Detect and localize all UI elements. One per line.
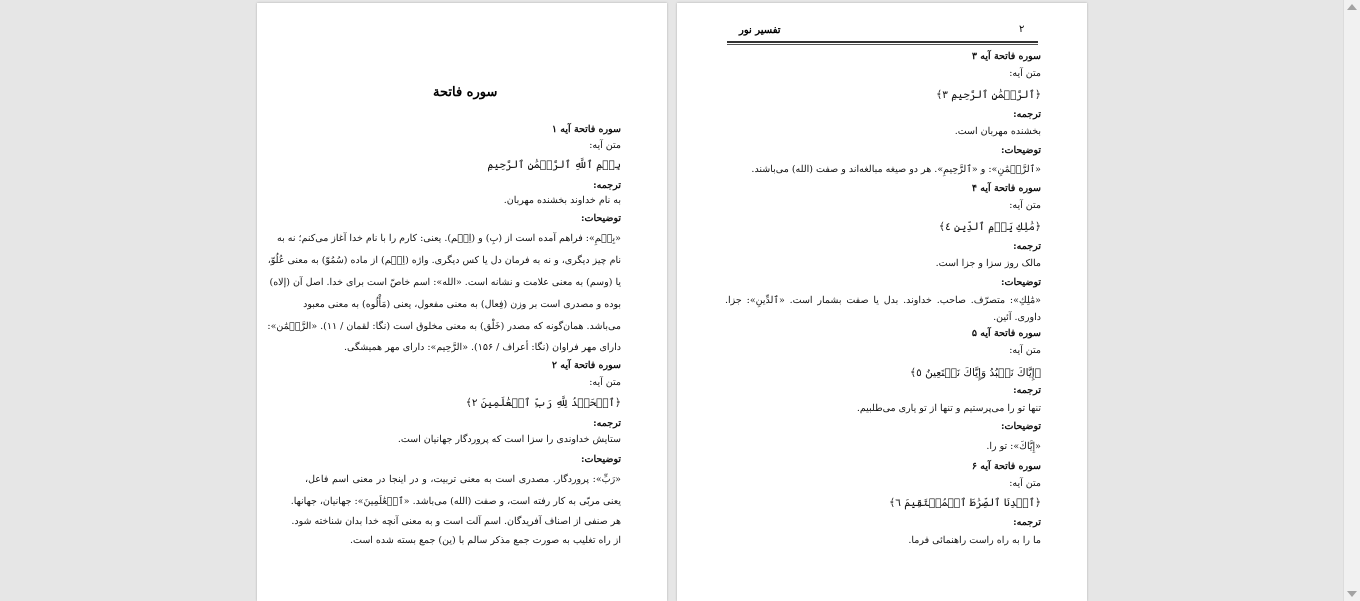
- body-text-line: «رَبِّ»: پروردگار. مصدری است به معنی تربیت، و در اینجا در معنی اسم فاعل،: [305, 474, 621, 485]
- section-heading: توضیحات:: [581, 213, 621, 224]
- body-text-line: «مَٰلِكِ»: متصرّف. صاحب. خداوند. بدل یا صفت بشمار است. «ٱلدِّینِ»: جزا.: [725, 295, 1041, 306]
- section-heading: سوره فاتحة آیه ۳: [971, 51, 1041, 62]
- section-heading: توضیحات:: [1001, 421, 1041, 432]
- header-rule-thin: [727, 44, 1038, 45]
- section-heading: سوره فاتحة آیه ۲: [551, 360, 621, 371]
- section-heading: ترجمه:: [1013, 517, 1041, 528]
- verse-text: ﴿مَٰلِكِ یَوۡمِ ٱلدِّینِ ٤﴾: [938, 221, 1041, 233]
- section-heading: سوره فاتحة آیه ۴: [971, 183, 1041, 194]
- section-heading: سوره فاتحة آیه ۱: [551, 124, 621, 135]
- body-text-line: دارای مهر فراوان (نگا: أعراف / ۱۵۶). «الرَّحِیم»: دارای مهر همیشگی.: [344, 342, 621, 353]
- body-text-line: به نام خداوند بخشنده مهربان.: [503, 195, 621, 206]
- body-text-line: داوری. آئین.: [993, 312, 1041, 323]
- verse-text: ﴿ٱلۡحَمۡدُ لِلَّهِ رَبِّ ٱلۡعَٰلَمِینَ ٢﴾: [465, 397, 621, 409]
- section-heading: توضیحات:: [581, 454, 621, 465]
- section-heading: ترجمه:: [593, 180, 621, 191]
- body-text-line: از راه تغلیب به صورت جمع مذکر سالم با (ین) جمع بسته شده است.: [349, 535, 621, 546]
- body-text-line: تنها تو را می‌پرستیم و تنها از تو یاری می‌طلبیم.: [856, 403, 1041, 414]
- section-heading: ترجمه:: [1013, 109, 1041, 120]
- section-heading: سوره فاتحة آیه ۶: [971, 461, 1041, 472]
- body-text-line: بوده و مصدری است بر وزن (فِعال) به معنی مفعول، یعنی (مَأْلُوه) به معنی معبود: [303, 299, 621, 310]
- document-page-left: [257, 3, 667, 601]
- document-page-right: [677, 3, 1087, 601]
- section-heading: توضیحات:: [1001, 145, 1041, 156]
- arrow-down-icon[interactable]: [1347, 591, 1357, 597]
- body-text-line: بخشنده مهربان است.: [954, 126, 1041, 137]
- body-text-line: هر صنفی از اصناف آفریدگان. اسم آلت است و به معنی آنچه خدا بدان شناخته شود.: [291, 516, 621, 527]
- body-text-line: ما را به راه راست راهنمائی فرما.: [908, 535, 1041, 546]
- section-heading: ترجمه:: [593, 418, 621, 429]
- body-text-line: مالک روز سزا و جزا است.: [935, 258, 1041, 269]
- section-heading: توضیحات:: [1001, 277, 1041, 288]
- body-text-line: یا (وسم) به معنی علامت و نشانه است. «الله»: اسم خاصّ است برای خدا. اصل آن (إلاه): [269, 277, 621, 288]
- header-rule: [727, 41, 1038, 43]
- body-text-line: «إِیَّاكَ»: تو را.: [986, 441, 1041, 452]
- section-heading: سوره فاتحة آیه ۵: [971, 328, 1041, 339]
- body-text-line: متن آیه:: [589, 140, 621, 151]
- arrow-up-icon[interactable]: [1347, 4, 1357, 10]
- running-header-title: تفسیر نور: [739, 25, 781, 36]
- vertical-scrollbar[interactable]: [1343, 0, 1360, 601]
- page-number: ۲: [1019, 24, 1025, 35]
- surah-title: سوره فاتحة: [433, 85, 498, 100]
- body-text-line: «بِسۡمِ»: فراهم آمده است از (بِ) و (اِسۡم). یعنی: کارم را با نام خدا آغاز می‌کنم؛ نه به: [277, 233, 621, 244]
- body-text-line: «ٱلرَّحۡمَٰنِ»: و «ٱلرَّحِیمِ». هر دو صیغه مبالغه‌اند و صفت (الله) می‌باشند.: [751, 164, 1041, 175]
- body-text-line: متن آیه:: [1009, 345, 1041, 356]
- body-text-line: متن آیه:: [589, 377, 621, 388]
- body-text-line: می‌باشد. همان‌گونه که مصدر (خَلْق) به معنی مخلوق است (نگا: لقمان / ۱۱). «الرَّحۡمَٰن»:: [267, 321, 621, 332]
- body-text-line: نام چیز دیگری، و نه به فرمان دل یا کس دیگری. واژه (اِسۡم) از ماده (سُمُوّ) به معنی عُلُوّ،: [267, 255, 621, 266]
- verse-text: ﴿ٱلرَّحۡمَٰنِ ٱلرَّحِیمِ ٣﴾: [936, 89, 1041, 101]
- section-heading: ترجمه:: [1013, 241, 1041, 252]
- body-text-line: متن آیه:: [1009, 68, 1041, 79]
- body-text-line: ستایش خداوندی را سزا است که پروردگار جهانیان است.: [397, 434, 621, 445]
- body-text-line: متن آیه:: [1009, 200, 1041, 211]
- body-text-line: متن آیه:: [1009, 478, 1041, 489]
- verse-text: بِسۡمِ ٱللَّهِ ٱلرَّحۡمَٰنِ ٱلرَّحِیمِ: [487, 159, 621, 171]
- verse-text: ﴿إِیَّاكَ نَعۡبُدُ وَإِیَّاكَ نَسۡتَعِینُ ٥﴾: [909, 367, 1041, 379]
- body-text-line: یعنی مربّی به کار رفته است، و صفت (الله) می‌باشد. «ٱلۡعَٰلَمِینَ»: جهانیان، جهانها.: [290, 496, 621, 507]
- section-heading: ترجمه:: [1013, 385, 1041, 396]
- verse-text: ﴿ٱهۡدِنَا ٱلصِّرَٰطَ ٱلۡمُسۡتَقِیمَ ٦﴾: [889, 497, 1041, 509]
